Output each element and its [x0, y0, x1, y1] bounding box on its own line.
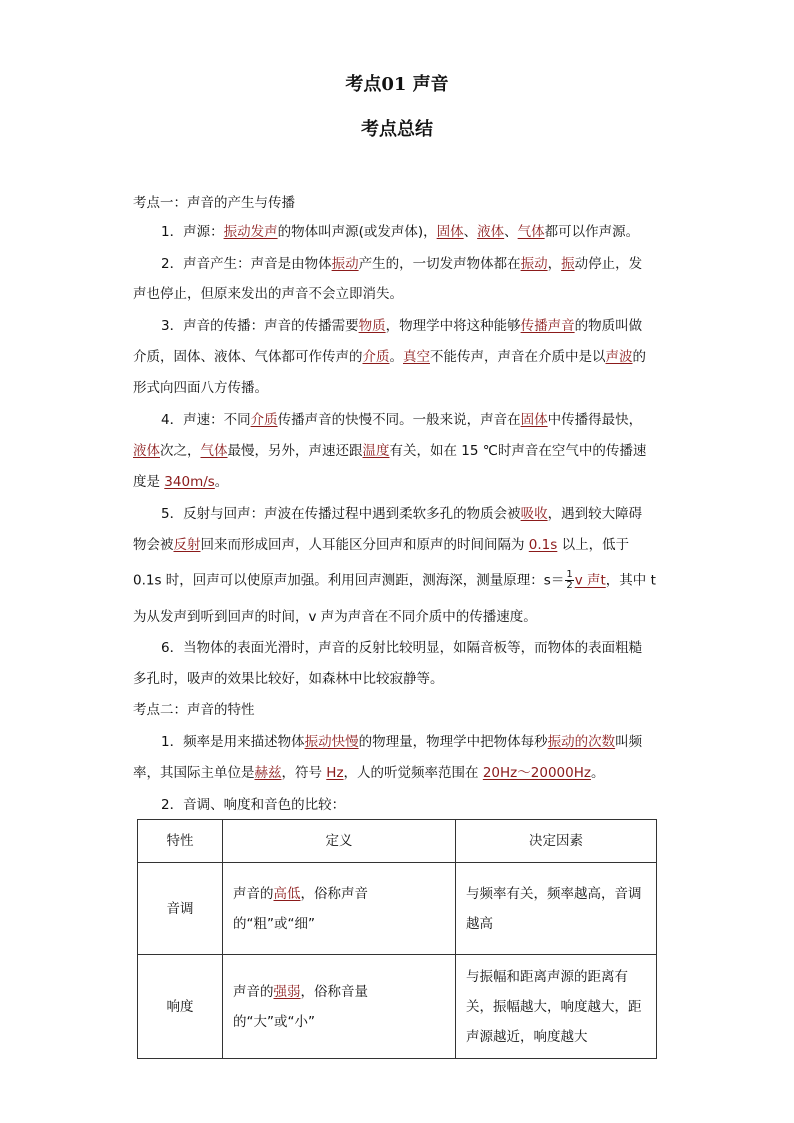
page-subtitle: 考点总结: [361, 119, 433, 140]
paragraph-line: 多孔时，吸声的效果比较好，如森林中比较寂静等。: [133, 671, 444, 687]
table-cell: 声音的强弱，俗称音量的“大”或“小”: [223, 955, 456, 1059]
paragraph-sound-production: 2．声音产生：声音是由物体振动产生的，一切发声物体都在振动，振动停止，发: [161, 256, 643, 272]
paragraph-line: 液体次之，气体最慢，另外，声速还跟温度有关，如在 15 ℃时声音在空气中的传播速: [133, 443, 647, 459]
paragraph-line: 声也停止，但原来发出的声音不会立即消失。: [133, 286, 403, 302]
paragraph-line: 为从发声到听到回声的时间，v 声为声音在不同介质中的传播速度。: [133, 609, 537, 625]
table-header-cell: 定义: [223, 820, 456, 863]
fraction-one-half: $\frac{1}{2}$: [566, 569, 573, 591]
paragraph-line: 度是 340m/s。: [133, 474, 229, 490]
section1-heading: 考点一：声音的产生与传播: [133, 195, 295, 211]
table-header-row: [138, 820, 657, 863]
page-title: 考点01 声音: [345, 74, 449, 95]
table-header-cell: 特性: [138, 820, 223, 863]
paragraph-line: 物会被反射回来而形成回声，人耳能区分回声和原声的时间间隔为 0.1s 以上，低于: [133, 537, 630, 553]
table-cell: 声音的高低，俗称声音的“粗”或“细”: [223, 863, 456, 955]
table-cell: 与频率有关，频率越高，音调越高: [456, 863, 657, 955]
paragraph-sound-source: 1．声源：振动发声的物体叫声源(或发声体)，固体、液体、气体都可以作声源。: [161, 224, 640, 240]
paragraph-echo: 5．反射与回声：声波在传播过程中遇到柔软多孔的物质会被吸收，遇到较大障碍: [161, 506, 643, 522]
paragraph-reflection: 6．当物体的表面光滑时，声音的反射比较明显，如隔音板等，而物体的表面粗糙: [161, 640, 643, 656]
paragraph-sound-speed: 4．声速：不同介质传播声音的快慢不同。一般来说，声音在固体中传播得最快，: [161, 412, 643, 428]
table-row: [138, 863, 657, 955]
table-cell: 音调: [138, 863, 223, 955]
paragraph-sound-propagation: 3．声音的传播：声音的传播需要物质，物理学中将这种能够传播声音的物质叫做: [161, 318, 643, 334]
comparison-table: [137, 819, 657, 1059]
section2-heading: 考点二：声音的特性: [133, 702, 255, 718]
paragraph-frequency: 1．频率是用来描述物体振动快慢的物理量，物理学中把物体每秒振动的次数叫频: [161, 734, 643, 750]
paragraph-line: 率，其国际主单位是赫兹，符号 Hz，人的听觉频率范围在 20Hz～20000Hz。: [133, 765, 605, 781]
table-row: [138, 955, 657, 1059]
table-header-cell: 决定因素: [456, 820, 657, 863]
paragraph-line-formula: 0.1s 时，回声可以使原声加强。利用回声测距，测海深，测量原理：s＝ $\frac{1}{2}$ v 声t，其中 t: [133, 569, 656, 591]
table-cell: 与振幅和距离声源的距离有关，振幅越大，响度越大，距声源越近，响度越大: [456, 955, 657, 1059]
table-cell: 响度: [138, 955, 223, 1059]
paragraph-comparison-intro: 2．音调、响度和音色的比较：: [161, 797, 346, 813]
paragraph-line: 介质，固体、液体、气体都可作传声的介质。真空不能传声，声音在介质中是以声波的: [133, 349, 646, 365]
paragraph-line: 形式向四面八方传播。: [133, 380, 268, 396]
